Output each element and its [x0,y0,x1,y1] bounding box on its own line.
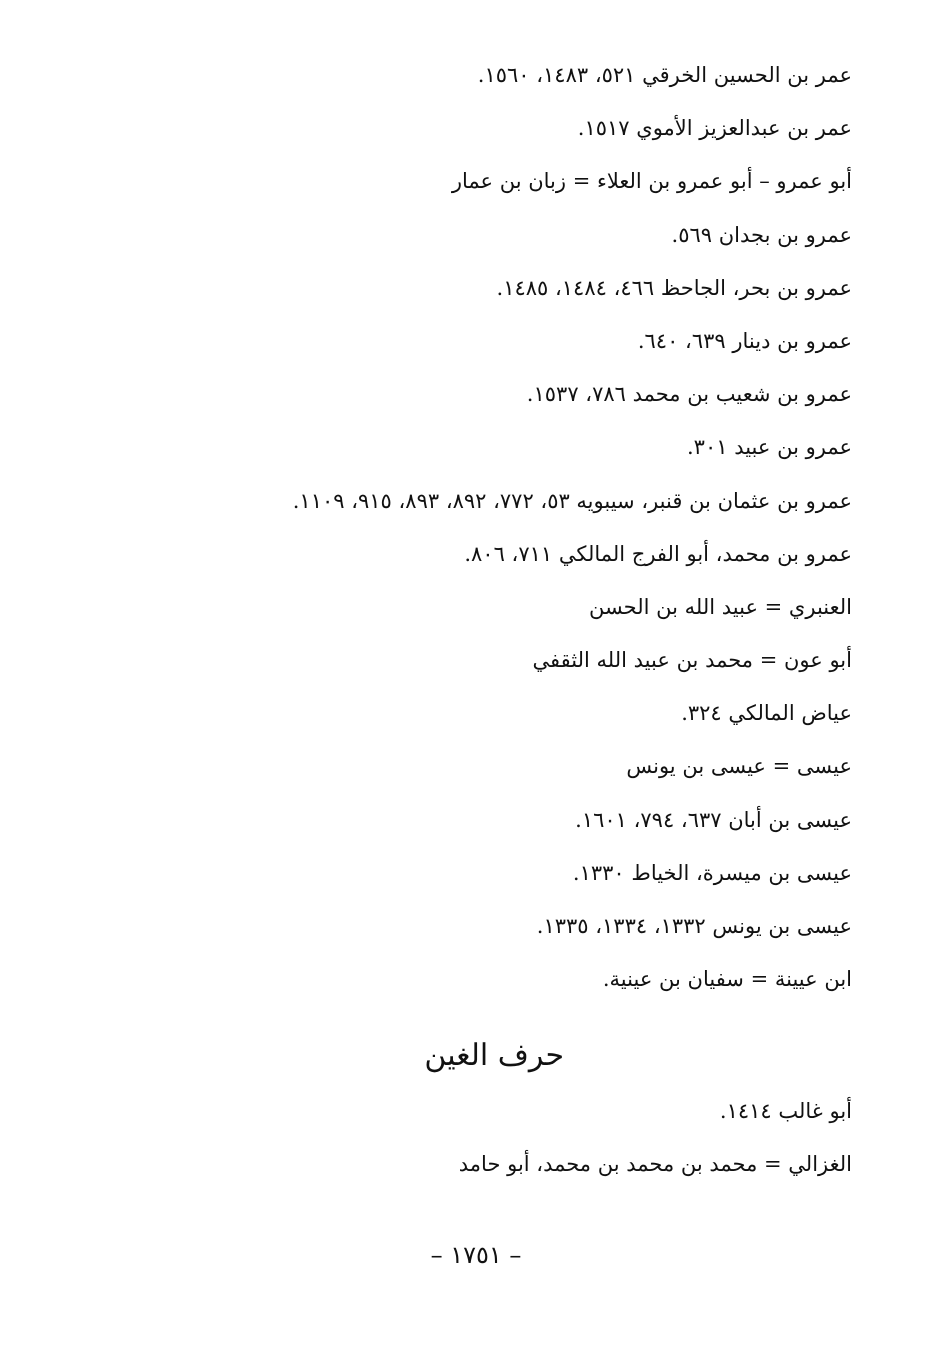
index-entry: العنبري = عبيد الله بن الحسن [588,594,852,619]
section-heading: حرف الغين [424,1038,564,1073]
index-entries-list [172,62,852,1019]
index-entry: عمر بن الحسين الخرقي ٥٢١، ١٤٨٣، ١٥٦٠. [477,63,852,87]
index-entry: الغزالي = محمد بن محمد بن محمد، أبو حامد [458,1152,852,1177]
index-entry: عيسى بن أبان ٦٣٧، ٧٩٤، ١٦٠١. [575,807,852,832]
index-entry: عيسى بن ميسرة، الخياط ١٣٣٠. [572,860,852,885]
section-entries-list [172,1098,852,1204]
index-entry: عيسى بن يونس ١٣٣٢، ١٣٣٤، ١٣٣٥. [536,914,852,938]
index-entry: أبو عون = محمد بن عبيد الله الثقفي [532,648,852,673]
index-entry: عمرو بن عثمان بن قنبر، سيبويه ٥٣، ٧٧٢، ٨٩٢، ٨٩٣، ٩١٥، ١١٠٩. [292,488,852,513]
index-entry: عمرو بن بجدان ٥٦٩. [671,222,852,247]
index-entry: عمر بن عبدالعزيز الأموي ١٥١٧. [577,116,852,141]
index-entry: عمرو بن محمد، أبو الفرج المالكي ٧١١، ٨٠٦. [464,541,852,566]
index-entry: عياض المالكي ٣٢٤. [681,701,852,726]
index-entry: عيسى = عيسى بن يونس [626,754,852,779]
page-number: – ١٧٥١ – [430,1241,522,1269]
index-entry: عمرو بن دينار ٦٣٩، ٦٤٠. [637,328,852,353]
index-entry: أبو غالب ١٤١٤. [719,1099,852,1123]
index-entry: عمرو بن شعيب بن محمد ٧٨٦، ١٥٣٧. [526,382,852,407]
index-entry: عمرو بن بحر، الجاحظ ٤٦٦، ١٤٨٤، ١٤٨٥. [496,275,852,300]
index-entry: ابن عيينة = سفيان بن عينية. [602,967,852,992]
index-entry: أبو عمرو – أبو عمرو بن العلاء = زبان بن عمار [451,169,852,194]
index-entry: عمرو بن عبيد ٣٠١. [686,435,852,460]
